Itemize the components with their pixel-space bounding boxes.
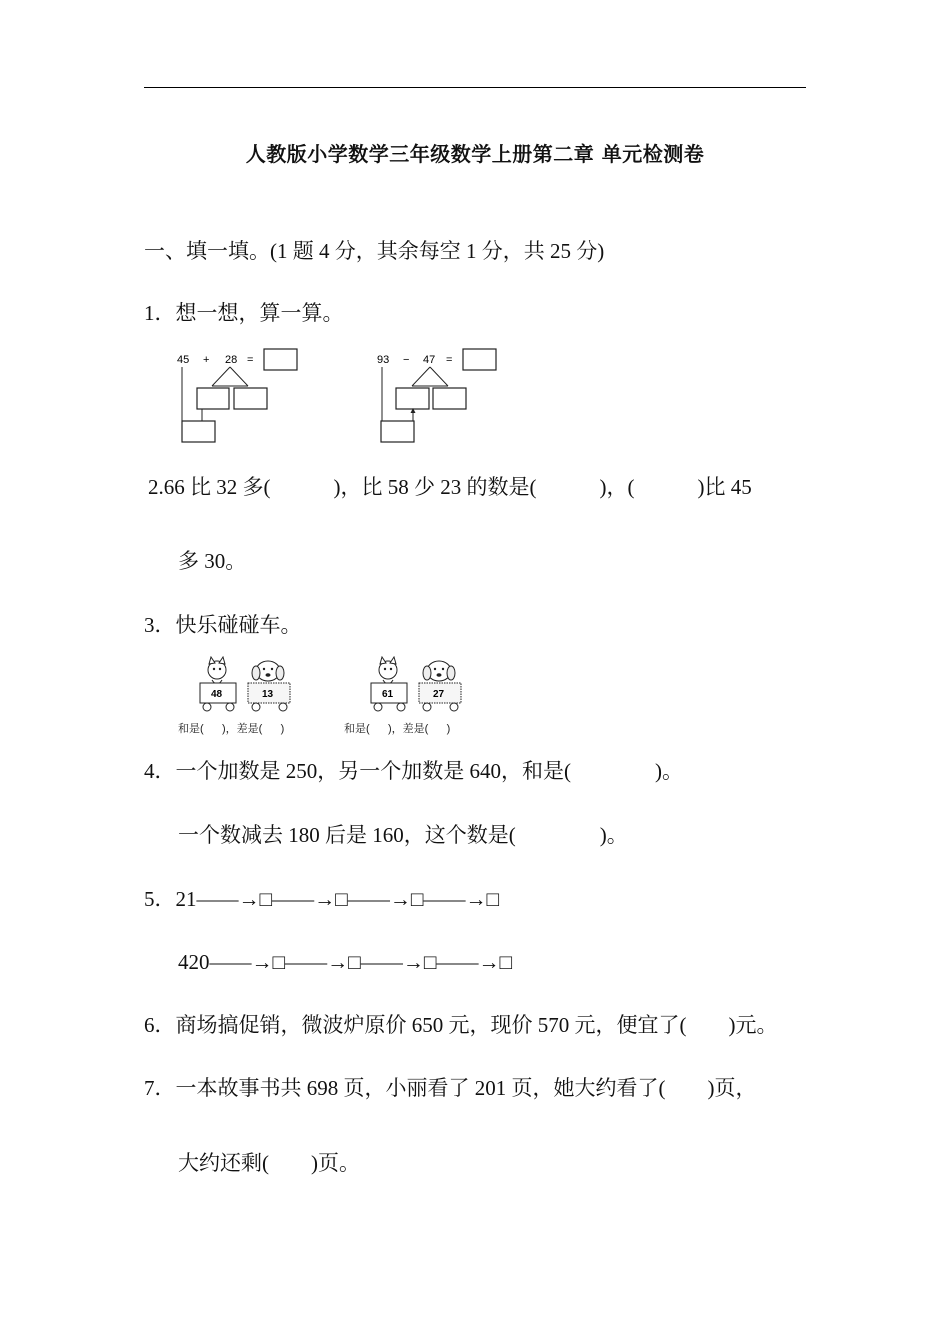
wheel-icon: [226, 703, 234, 711]
question-7-line-2: 大约还剩( )页。: [178, 1151, 360, 1175]
question-5-line-1: 5．21——→□——→□——→□——→□: [144, 887, 500, 911]
connector-line: [212, 367, 230, 386]
bumper-car-pair-2: [342, 656, 512, 736]
answer-box[interactable]: [381, 421, 414, 442]
question-5-line-2: 420——→□——→□——→□——→□: [178, 950, 513, 974]
question-3: 3．快乐碰碰车。: [144, 613, 302, 637]
diagram-operator: +: [203, 354, 210, 366]
split-box[interactable]: [197, 388, 229, 409]
diagram-equals: =: [446, 354, 453, 366]
split-diagram-addition-svg: [172, 345, 312, 445]
page-title: 人教版小学数学三年级数学上册第二章 单元检测卷: [245, 142, 705, 166]
wheel-icon: [279, 703, 287, 711]
question-4-line-1: 4．一个加数是 250，另一个加数是 640，和是( )。: [144, 759, 683, 783]
question-2-line-1: 2.66 比 32 多( )，比 58 少 23 的数是( )，( )比 45: [148, 475, 752, 499]
car-caption: 和是( )，差是( ): [344, 723, 451, 735]
car-caption: 和是( )，差是( ): [178, 723, 285, 735]
question-4-line-2: 一个数减去 180 后是 160，这个数是( )。: [178, 823, 628, 847]
wheel-icon: [397, 703, 405, 711]
dog-icon: [423, 661, 455, 681]
section-1-heading: 一、填一填。(1 题 4 分，其余每空 1 分，共 25 分): [144, 239, 605, 263]
car-number-right: 13: [262, 689, 274, 700]
split-diagram-addition: [172, 345, 312, 445]
wheel-icon: [450, 703, 458, 711]
wheel-icon: [374, 703, 382, 711]
dog-icon: [252, 661, 284, 681]
connector-line: [430, 367, 448, 386]
header-rule: [144, 87, 806, 88]
split-box[interactable]: [396, 388, 429, 409]
split-diagram-subtraction: [372, 345, 512, 445]
answer-box[interactable]: [182, 421, 215, 442]
connector-line: [412, 367, 430, 386]
question-6: 6．商场搞促销，微波炉原价 650 元，现价 570 元，便宜了( )元。: [144, 1013, 778, 1037]
wheel-icon: [252, 703, 260, 711]
diagram-equals: =: [247, 354, 254, 366]
answer-box[interactable]: [264, 349, 297, 370]
answer-box[interactable]: [463, 349, 496, 370]
wheel-icon: [423, 703, 431, 711]
bumper-car-pair-1: [172, 656, 342, 736]
diagram-number-b: 28: [225, 354, 238, 366]
diagram-number-a: 93: [377, 354, 390, 366]
question-1: 1．想一想，算一算。: [144, 301, 344, 325]
connector-line: [230, 367, 248, 386]
question-7-line-1: 7．一本故事书共 698 页，小丽看了 201 页，她大约看了( )页，: [144, 1076, 757, 1100]
car-number-left: 61: [382, 689, 394, 700]
split-box[interactable]: [433, 388, 466, 409]
diagram-operator: −: [403, 354, 410, 366]
diagram-number-a: 45: [177, 354, 190, 366]
cat-icon: [208, 657, 226, 684]
car-number-left: 48: [211, 689, 223, 700]
diagram-number-b: 47: [423, 354, 436, 366]
split-diagram-subtraction-svg: [372, 345, 512, 445]
car-number-right: 27: [433, 689, 445, 700]
question-2-line-2: 多 30。: [178, 549, 247, 573]
wheel-icon: [203, 703, 211, 711]
split-box[interactable]: [234, 388, 267, 409]
cat-icon: [379, 657, 397, 684]
